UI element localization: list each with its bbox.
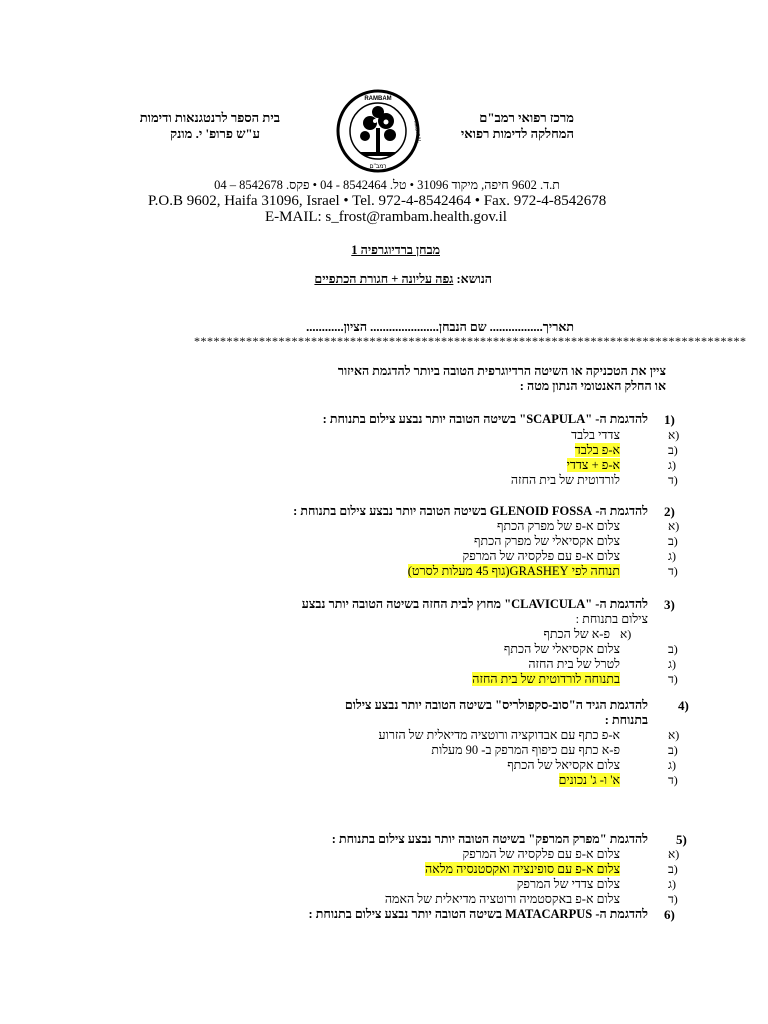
school-dedication: ע"ש פרופ' י. מונק <box>170 126 260 141</box>
address-english: P.O.B 9602, Haifa 31096, Israel • Tel. 972-4-8542464 • Fax. 972-4-8542678 <box>148 193 607 209</box>
q2-option-b-letter: ב) <box>668 534 678 548</box>
department-name: המחלקה לדימות רפואי <box>460 126 574 141</box>
q4-option-a-letter: א) <box>668 728 680 742</box>
exam-title: מבחן ברדיוגרפיה 1 <box>351 243 440 257</box>
question-4-text: להדגמת הגיד ה"סוב-סקפולריס" בשיטה הטובה יותר נבצע צילום <box>344 698 648 712</box>
question-3-text-cont: צילום בתנוחת : <box>575 612 648 626</box>
q3-option-d-text: בתנוחה לורדוטית של בית החזה <box>472 672 620 686</box>
q3-option-a-letter: א) <box>620 627 632 641</box>
q3-option-b-text: צלום אקסיאלי של הכתף <box>503 642 620 656</box>
q2-option-d-letter: ד) <box>668 564 678 578</box>
q4-option-a-text: א-פ כתף עם אבדוקציה ורוטציה מדיאלית של הזרוע <box>378 728 620 742</box>
q2-option-d-text: תנוחה לפי GRASHEY(גוף 45 מעלות לסרט) <box>407 564 620 578</box>
q3-option-c[interactable] <box>380 657 620 672</box>
q1-option-c-letter: ג) <box>668 458 676 472</box>
q1-option-a-letter: א) <box>668 428 680 442</box>
q2-option-a-text: צלום א-פ של מפרק הכתף <box>497 519 620 533</box>
exam-subject <box>278 272 492 287</box>
q4-option-d-letter: ד) <box>668 773 678 787</box>
q5-option-d-text: צלום א-פ באקסטמיה ורוטציה מדיאלית של האמה <box>384 892 620 906</box>
rambam-logo <box>330 88 426 174</box>
q4-option-a[interactable] <box>300 728 620 743</box>
q4-option-c-letter: ג) <box>668 758 676 772</box>
question-3-text: להדגמת ה- "CLAVICULA" מחוץ לבית החזה בשיטה הטובה יותר נבצע <box>301 597 648 611</box>
q2-option-a-letter: א) <box>668 519 680 533</box>
q4-option-d-text: א' ו- ג' נכונים <box>558 773 620 787</box>
q5-option-b-letter: ב) <box>668 862 678 876</box>
school-name: בית הספר לרנטגנאות ודימות <box>139 110 280 125</box>
q1-option-a[interactable] <box>420 428 620 443</box>
question-1-number: 1) <box>664 412 675 427</box>
q1-option-c-text: א-פ + צדדי <box>566 458 620 472</box>
q1-option-b[interactable] <box>420 443 620 458</box>
subject-value: גפה עליונה + חגורת הכתפיים <box>314 272 454 286</box>
q3-option-d-letter: ד) <box>668 672 678 686</box>
q2-option-a[interactable] <box>360 519 620 534</box>
q1-option-a-text: צדדי בלבד <box>571 428 620 442</box>
q5-option-d[interactable] <box>300 892 620 907</box>
svg-text:MEDICAL: MEDICAL <box>412 120 422 144</box>
q4-option-b-letter: ב) <box>668 743 678 757</box>
q1-option-b-letter: ב) <box>668 443 678 457</box>
q3-option-b-letter: ב) <box>668 642 678 656</box>
q5-option-b[interactable] <box>340 862 620 877</box>
address-hebrew: ת.ד. 9602 חיפה, מיקוד 31096 • טל. 8542464 - 04 • פקס. 8542678 – 04 <box>214 178 560 192</box>
q3-option-b[interactable] <box>380 642 620 657</box>
q2-option-b[interactable] <box>360 534 620 549</box>
email-address: E-MAIL: s_frost@rambam.health.gov.il <box>265 209 507 225</box>
q5-option-c-letter: ג) <box>668 877 676 891</box>
q5-option-a[interactable] <box>360 847 620 862</box>
q4-option-b-text: פ-א כתף עם כיפוף המרפק ב- 90 מעלות <box>431 743 620 757</box>
q5-option-c[interactable] <box>400 877 620 892</box>
q5-option-a-text: צלום א-פ עם פלקסיה של המרפק <box>462 847 620 861</box>
q2-option-d[interactable] <box>300 564 620 579</box>
q5-option-d-letter: ד) <box>668 892 678 906</box>
question-5-number: 5) <box>676 832 687 847</box>
q2-option-b-text: צלום אקסיאלי של מפרק הכתף <box>474 534 620 548</box>
q1-option-d-letter: ד) <box>668 473 678 487</box>
q3-option-a[interactable] <box>420 627 610 642</box>
question-2-number: 2) <box>664 504 675 519</box>
instruction-line-1: ציין את הטכניקה או השיטה הרדיוגרפית הטובה ביותר להדגמת האיזור <box>337 364 666 378</box>
question-1-text: להדגמת ה- "SCAPULA" בשיטה הטובה יותר נבצע צילום בתנוחת : <box>322 412 648 426</box>
q3-option-c-text: לטרל של בית החזה <box>528 657 620 671</box>
q5-option-b-text: צלום א-פ עם סופינציה ואקסטנסיה מלאה <box>425 862 620 876</box>
question-6-number: 6) <box>664 907 675 922</box>
q4-option-c[interactable] <box>400 758 620 773</box>
q3-option-a-text: פ-א של הכתף <box>543 627 610 641</box>
question-4-number: 4) <box>678 698 689 713</box>
svg-text:רמב"ם: רמב"ם <box>369 164 387 170</box>
q5-option-c-text: צלום צדדי של המרפק <box>516 877 620 891</box>
q4-option-c-text: צלום אקסיאל של הכתף <box>507 758 620 772</box>
q4-option-d[interactable] <box>420 773 620 788</box>
q1-option-c[interactable] <box>420 458 620 473</box>
q2-option-c-letter: ג) <box>668 549 676 563</box>
svg-text:RAMBAM: RAMBAM <box>364 96 392 102</box>
q1-option-b-text: א-פ בלבד <box>574 443 620 457</box>
q5-option-a-letter: א) <box>668 847 680 861</box>
student-fields-line: תאריך................. שם הנבחן...................... הציון............ <box>306 320 574 334</box>
question-3-number: 3) <box>664 597 675 612</box>
question-4-text-cont: בתנוחת : <box>604 713 648 727</box>
question-5-text: להדגמת "מפרק המרפק" בשיטה הטובה יותר נבצע צילום בתנוחת : <box>331 832 648 846</box>
subject-label: הנושא: <box>456 272 492 286</box>
q4-option-b[interactable] <box>360 743 620 758</box>
q2-option-c-text: צלום א-פ עם פלקסיה של המרפק <box>462 549 620 563</box>
separator-stars: ************************************************************************************* <box>194 334 747 348</box>
question-6-text: להדגמת ה- MATACARPUS בשיטה הטובה יותר נבצע צילום בתנוחת : <box>308 907 648 921</box>
q2-option-c[interactable] <box>360 549 620 564</box>
instruction-line-2: או החלק האנטומי הנתון מטה : <box>519 379 666 393</box>
question-2-text: להדגמת ה- GLENOID FOSSA בשיטה הטובה יותר נבצע צילום בתנוחת : <box>293 504 648 518</box>
center-name: מרכז רפואי רמב"ם <box>479 110 574 125</box>
q1-option-d-text: לורדוטית של בית החזה <box>510 473 620 487</box>
q3-option-c-letter: ג) <box>668 657 676 671</box>
q3-option-d[interactable] <box>360 672 620 687</box>
q1-option-d[interactable] <box>420 473 620 488</box>
